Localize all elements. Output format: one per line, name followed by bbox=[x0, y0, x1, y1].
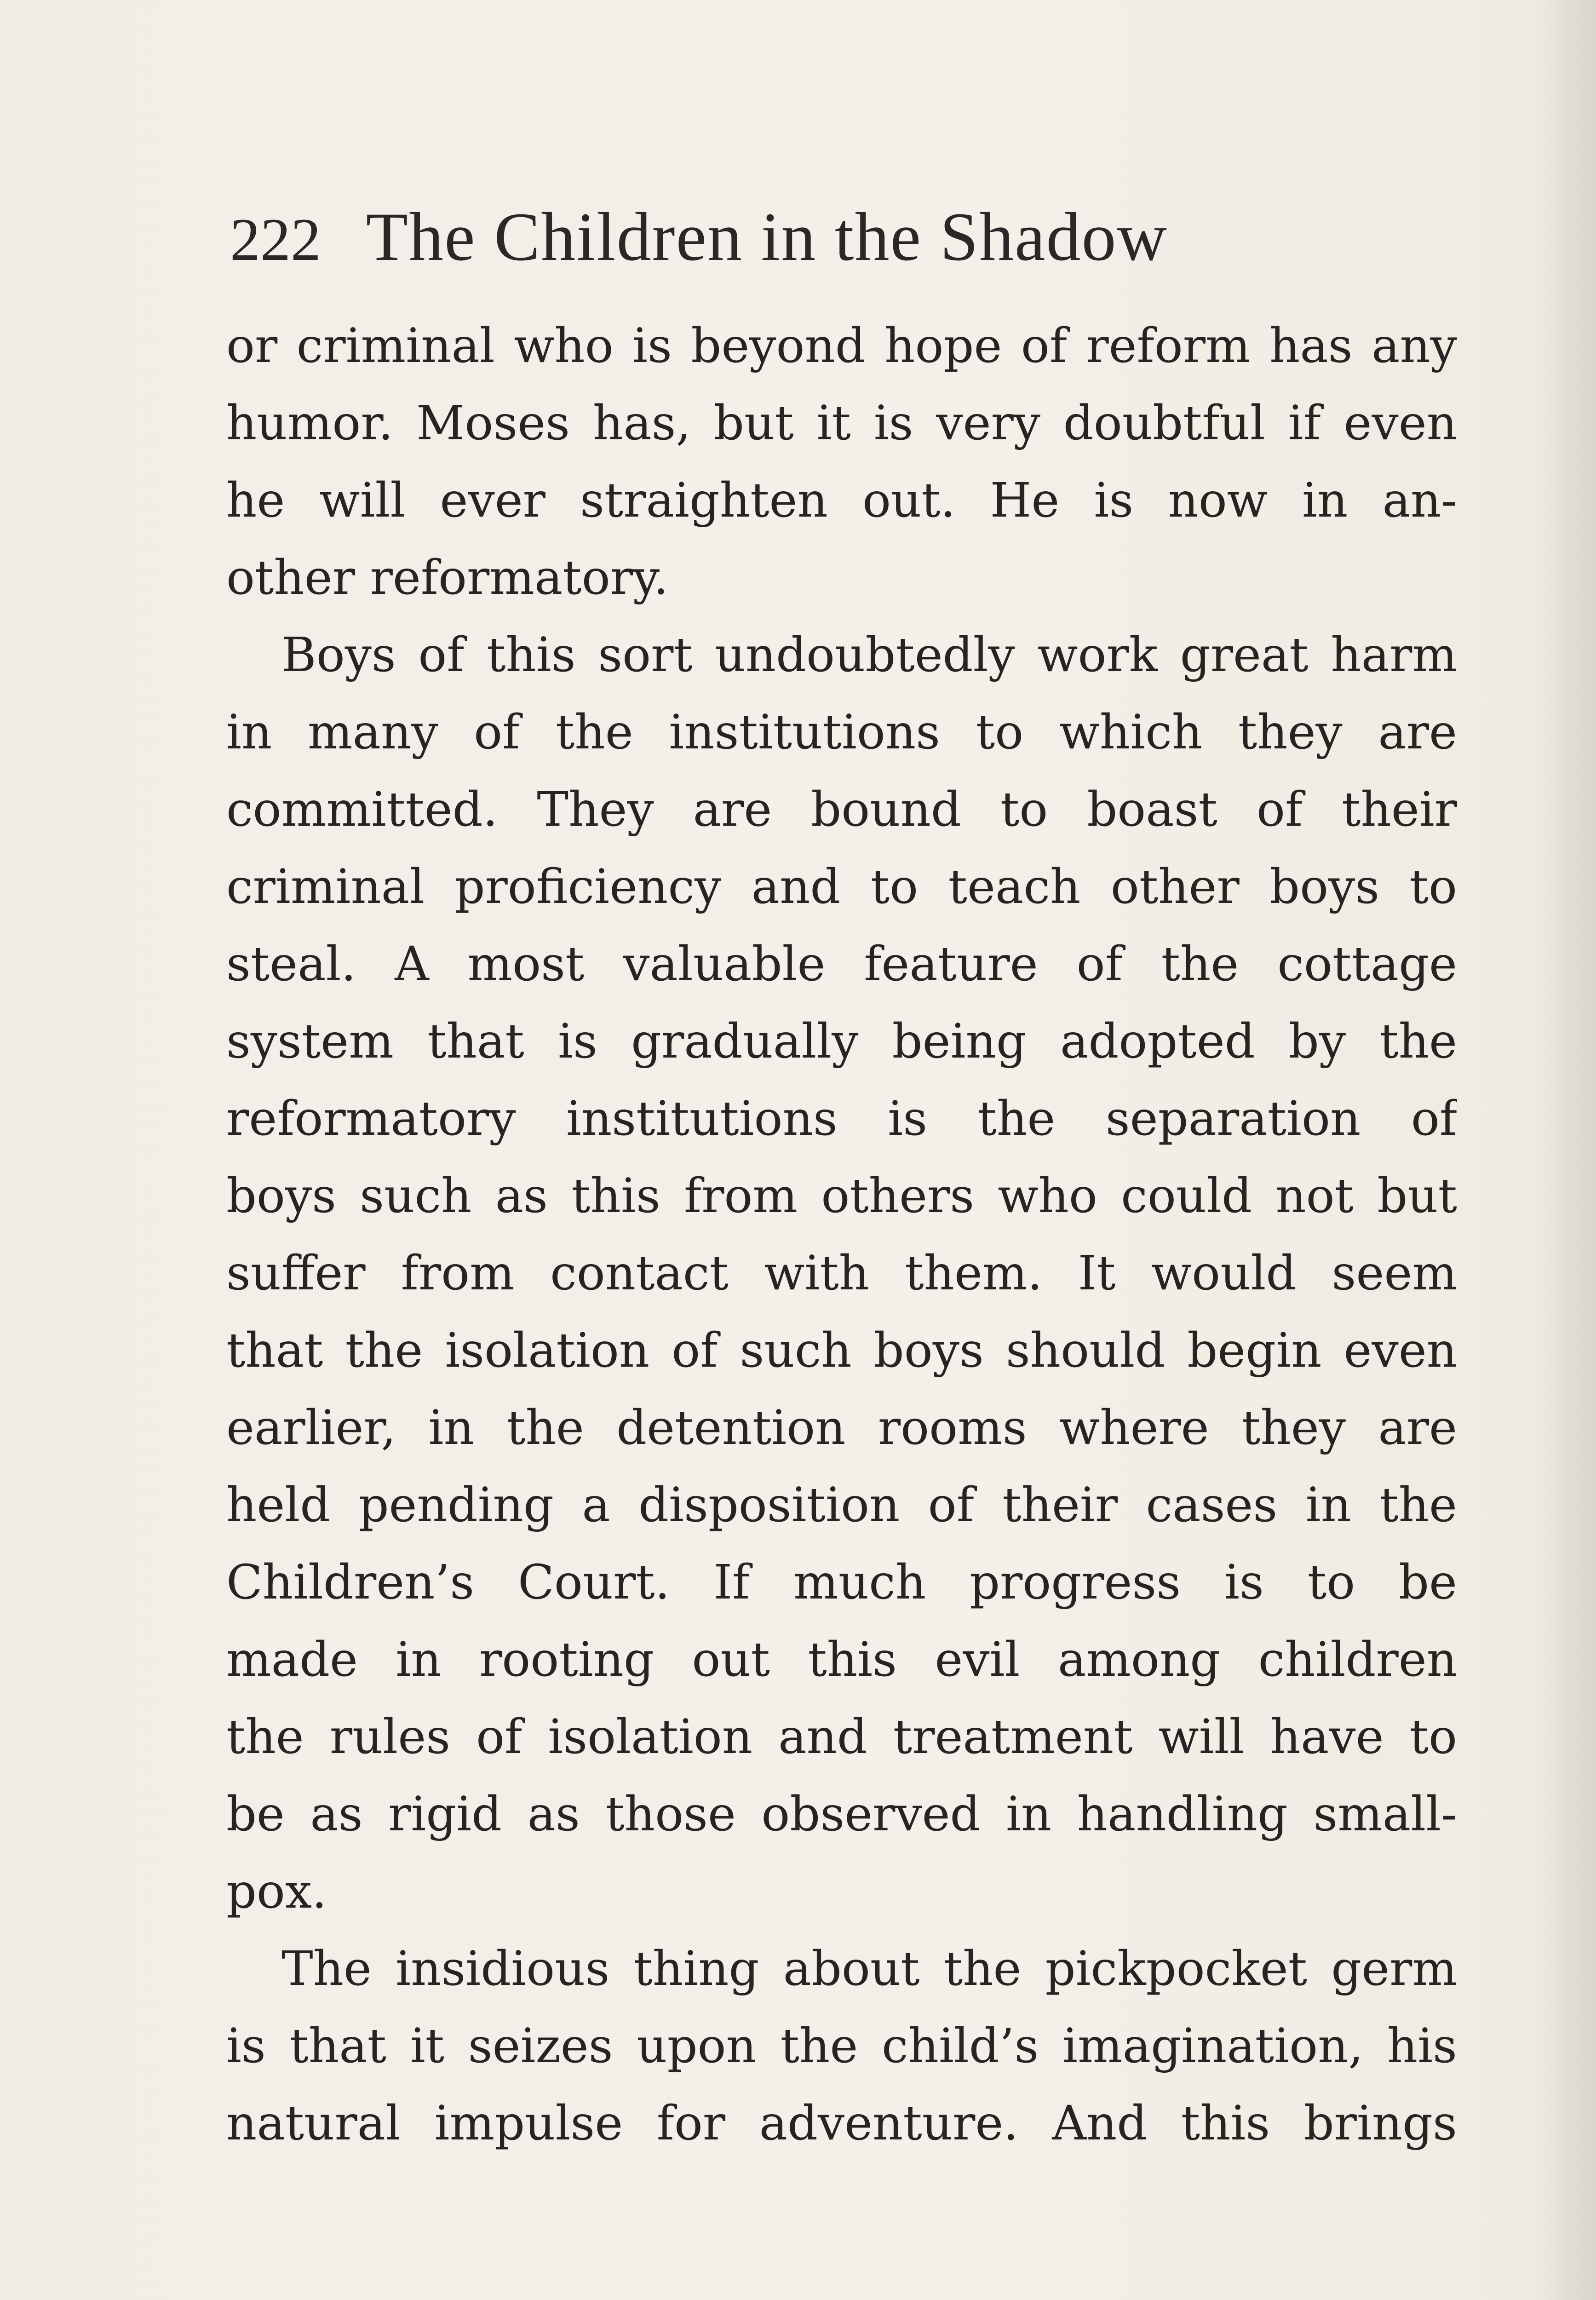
text-line: boys such as this from others who could not but bbox=[226, 1168, 1457, 1224]
text-line: Children’s Court. If much progress is to be bbox=[226, 1555, 1457, 1610]
text-line: committed. They are bound to boast of their bbox=[226, 782, 1457, 837]
text-line: earlier, in the detention rooms where they are bbox=[226, 1400, 1457, 1455]
text-line: pox. bbox=[226, 1864, 327, 1919]
text-line: the rules of isolation and treatment will have to bbox=[226, 1709, 1457, 1765]
text-line: criminal proficiency and to teach other boys to bbox=[226, 859, 1457, 914]
text-line: made in rooting out this evil among children bbox=[226, 1632, 1457, 1687]
page-number: 222 bbox=[230, 206, 321, 273]
text-line: or criminal who is beyond hope of reform has any bbox=[226, 318, 1457, 374]
text-line: is that it seizes upon the child’s imagination, his bbox=[226, 2018, 1457, 2074]
text-line: he will ever straighten out. He is now in an- bbox=[226, 473, 1457, 528]
paragraph-first-line: Boys of this sort undoubtedly work great harm bbox=[281, 627, 1457, 683]
text-line: other reformatory. bbox=[226, 550, 669, 605]
text-line: suffer from contact with them. It would seem bbox=[226, 1246, 1457, 1301]
text-line: natural impulse for adventure. And this brings bbox=[226, 2096, 1457, 2151]
running-head bbox=[230, 196, 1334, 278]
text-line: steal. A most valuable feature of the cottage bbox=[226, 937, 1457, 992]
text-line: system that is gradually being adopted by the bbox=[226, 1014, 1457, 1069]
running-title: The Children in the Shadow bbox=[366, 199, 1168, 275]
text-line: that the isolation of such boys should begin even bbox=[226, 1323, 1457, 1378]
text-line: held pending a disposition of their cases in the bbox=[226, 1478, 1457, 1533]
text-line: in many of the institutions to which they are bbox=[226, 705, 1457, 760]
text-line: be as rigid as those observed in handling small- bbox=[226, 1787, 1457, 1842]
paragraph-first-line: The insidious thing about the pickpocket germ bbox=[281, 1941, 1457, 1996]
text-line: reformatory institutions is the separation of bbox=[226, 1091, 1457, 1146]
text-line: humor. Moses has, but it is very doubtful if even bbox=[226, 396, 1457, 451]
